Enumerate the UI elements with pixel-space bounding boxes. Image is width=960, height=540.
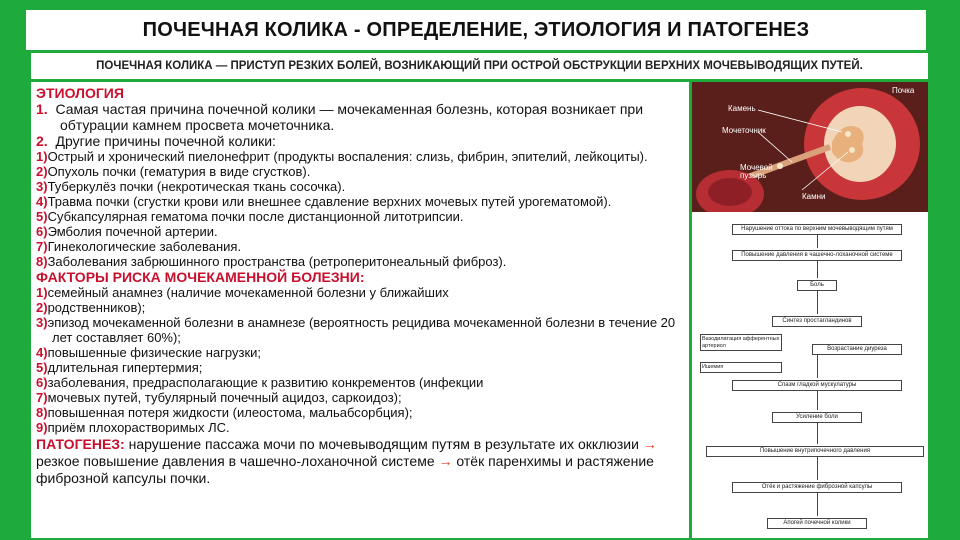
list-item-text: Эмболия почечной артерии. bbox=[47, 224, 218, 239]
etiology-point-2 bbox=[36, 133, 686, 149]
list-item-text: приём плохорастворимых ЛС. bbox=[47, 420, 230, 435]
definition-text: ПОЧЕЧНАЯ КОЛИКА — ПРИСТУП РЕЗКИХ БОЛЕЙ, ВОЗНИКАЮЩИЙ ПРИ ОСТРОЙ ОБСТРУКЦИИ ВЕРХНИХ МОЧЕВЫВОДЯЩИХ ПУТЕЙ. bbox=[96, 60, 863, 72]
causes-list bbox=[36, 149, 686, 269]
list-item-text: Острый и хронический пиелонефрит (продукты воспаления: слизь, фибрин, эпителий, лейкоциты). bbox=[47, 149, 648, 164]
risk-list bbox=[36, 285, 686, 435]
etiology-point-2-number: 2. bbox=[36, 133, 48, 149]
flow-step: Отёк и растяжение фиброзной капсулы bbox=[732, 482, 902, 493]
list-item-text: Опухоль почки (гематурия в виде сгустков). bbox=[47, 164, 311, 179]
pathogenesis-label: ПАТОГЕНЕЗ: bbox=[36, 436, 125, 452]
list-item-text: Травма почки (сгустки крови или внешнее сдавление верхних мочевых путей урогематомой). bbox=[47, 194, 612, 209]
list-item bbox=[36, 209, 686, 224]
etiology-heading: ЭТИОЛОГИЯ bbox=[36, 85, 124, 101]
list-item-number: 5) bbox=[36, 360, 48, 375]
list-item-number: 8) bbox=[36, 405, 48, 420]
list-item-number: 4) bbox=[36, 194, 48, 209]
flow-connector bbox=[817, 290, 818, 314]
main-text-panel bbox=[31, 82, 689, 538]
flow-step: Боль bbox=[797, 280, 837, 291]
arrow-right-icon: → bbox=[642, 436, 657, 452]
page-title: ПОЧЕЧНАЯ КОЛИКА - ОПРЕДЕЛЕНИЕ, ЭТИОЛОГИЯ И ПАТОГЕНЕЗ bbox=[142, 18, 810, 41]
label-kidney: Почка bbox=[892, 86, 915, 95]
flow-connector bbox=[817, 422, 818, 444]
list-item bbox=[36, 300, 686, 315]
list-item-text: Заболевания забрюшинного пространства (ретроперитонеальный фиброз). bbox=[47, 254, 507, 269]
label-stone: Камень bbox=[728, 104, 756, 113]
list-item-text: повышенная потеря жидкости (илеостома, мальабсорбция); bbox=[47, 405, 413, 420]
kidney-anatomy-image bbox=[692, 82, 928, 212]
flow-step: Повышение давления в чашечно-лоханочной системе bbox=[732, 250, 902, 261]
list-item bbox=[36, 285, 686, 300]
pathogenesis-part-3: отёк паренхимы и растяжение фиброзной капсулы почки. bbox=[36, 453, 654, 486]
flow-step: Апогей почечной колики bbox=[767, 518, 867, 529]
list-item bbox=[36, 179, 686, 194]
list-item bbox=[36, 420, 686, 435]
flow-step: Синтез простагландинов bbox=[772, 316, 862, 327]
flow-step: Усиление боли bbox=[772, 412, 862, 423]
list-item-number: 2) bbox=[36, 300, 48, 315]
list-item-text: длительная гипертермия; bbox=[47, 360, 203, 375]
pathogenesis-part-2: резкое повышение давления в чашечно-лоханочной системе bbox=[36, 453, 435, 469]
list-item-text: семейный анамнез (наличие мочекаменной болезни у ближайших bbox=[47, 285, 449, 300]
flow-step: Спазм гладкой мускулатуры bbox=[732, 380, 902, 391]
flow-connector bbox=[817, 456, 818, 480]
flow-connector bbox=[817, 234, 818, 248]
list-item-number: 9) bbox=[36, 420, 48, 435]
title-banner bbox=[26, 10, 926, 50]
list-item bbox=[36, 405, 686, 420]
definition-banner bbox=[31, 53, 928, 79]
list-item-number: 6) bbox=[36, 224, 48, 239]
list-item-text: родственников); bbox=[47, 300, 146, 315]
list-item bbox=[36, 149, 686, 164]
list-item bbox=[36, 254, 686, 269]
label-stones: Камни bbox=[802, 192, 826, 201]
list-item-text: Субкапсулярная гематома почки после дистанционной литотрипсии. bbox=[47, 209, 464, 224]
list-item bbox=[36, 164, 686, 179]
list-item-number: 4) bbox=[36, 345, 48, 360]
list-item-text: мочевых путей, тубулярный почечный ацидоз, саркоидоз); bbox=[47, 390, 402, 405]
label-bladder: Мочевой пузырь bbox=[740, 163, 773, 180]
list-item-number: 6) bbox=[36, 375, 48, 390]
list-item-number: 1) bbox=[36, 285, 48, 300]
label-ureter: Мочеточник bbox=[722, 126, 766, 135]
list-item-number: 5) bbox=[36, 209, 48, 224]
list-item bbox=[36, 194, 686, 209]
etiology-point-2-text: Другие причины почечной колики: bbox=[55, 133, 276, 149]
list-item-number: 2) bbox=[36, 164, 48, 179]
side-box: Вазодилатация афферентных артериол bbox=[700, 334, 782, 351]
list-item-number: 8) bbox=[36, 254, 48, 269]
etiology-point-1-number: 1. bbox=[36, 101, 48, 117]
list-item-text: Туберкулёз почки (некротическая ткань сосочка). bbox=[47, 179, 346, 194]
list-item-text: повышенные физические нагрузки; bbox=[47, 345, 262, 360]
etiology-point-1 bbox=[36, 101, 686, 133]
pathogenesis-paragraph bbox=[36, 436, 686, 487]
list-item-text: эпизод мочекаменной болезни в анамнезе (вероятность рецидива мочекаменной болезни в течение 20 лет составляет 60%); bbox=[47, 315, 676, 345]
list-item bbox=[36, 360, 686, 375]
list-item bbox=[36, 315, 686, 345]
list-item-number: 7) bbox=[36, 239, 48, 254]
list-item-text: заболевания, предрасполагающие к развитию конкрементов (инфекции bbox=[47, 375, 484, 390]
risk-heading: ФАКТОРЫ РИСКА МОЧЕКАМЕННОЙ БОЛЕЗНИ: bbox=[36, 269, 365, 285]
flow-connector bbox=[817, 354, 818, 378]
list-item-number: 3) bbox=[36, 315, 48, 330]
etiology-point-1-text: Самая частая причина почечной колики — мочекаменная болезнь, которая возникает при обтурации камнем просвета мочеточника. bbox=[55, 101, 644, 133]
flow-step: Нарушение оттока по верхним мочевыводящим путям bbox=[732, 224, 902, 235]
list-item-text: Гинекологические заболевания. bbox=[47, 239, 242, 254]
side-box: Ишемия bbox=[700, 362, 782, 373]
flow-connector bbox=[817, 260, 818, 278]
list-item bbox=[36, 375, 686, 390]
list-item-number: 7) bbox=[36, 390, 48, 405]
arrow-right-icon: → bbox=[438, 453, 453, 469]
list-item-number: 1) bbox=[36, 149, 48, 164]
flow-connector bbox=[817, 390, 818, 410]
flow-step: Повышение внутрипочечного давления bbox=[706, 446, 924, 457]
pathogenesis-part-1: нарушение пассажа мочи по мочевыводящим путям в результате их окклюзии bbox=[128, 436, 639, 452]
flow-connector bbox=[817, 492, 818, 516]
text-body bbox=[36, 85, 686, 487]
list-item-number: 3) bbox=[36, 179, 48, 194]
list-item bbox=[36, 390, 686, 405]
flow-step: Возрастание диуреза bbox=[812, 344, 902, 355]
list-item bbox=[36, 224, 686, 239]
list-item bbox=[36, 345, 686, 360]
illustration-panel bbox=[692, 82, 928, 538]
list-item bbox=[36, 239, 686, 254]
